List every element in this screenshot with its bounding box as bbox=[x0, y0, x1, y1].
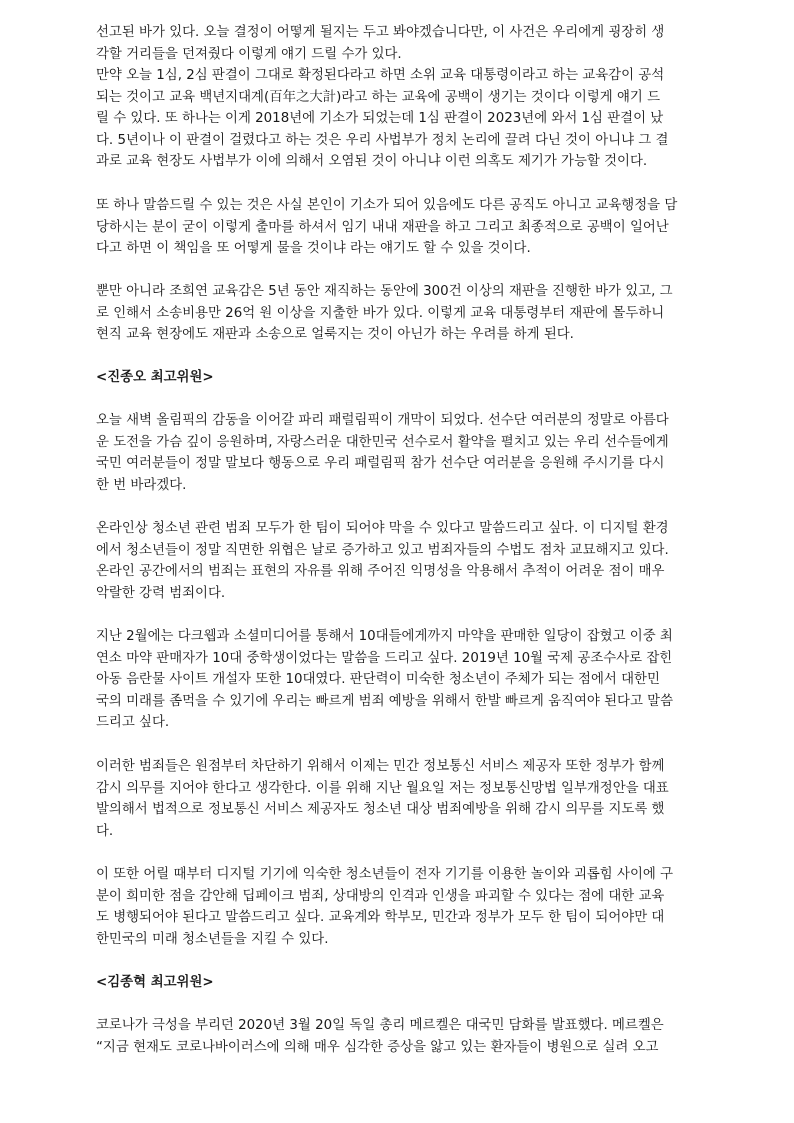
paragraph bbox=[96, 1015, 700, 1058]
paragraph bbox=[96, 864, 700, 950]
speaker-name: <김종혁 최고위원> bbox=[96, 975, 214, 990]
paragraph-line: 뿐만 아니라 조희연 교육감은 5년 동안 재직하는 동안에 300건 이상의 재판을 진행한 바가 있고, 그 bbox=[96, 284, 673, 299]
paragraph-line: 로 인해서 소송비용만 26억 원 이상을 지출한 바가 있다. 이렇게 교육 대통령부터 재판에 몰두하니 bbox=[96, 305, 665, 321]
paragraph-line: 현직 교육 현장에도 재판과 소송으로 얼룩지는 것이 아닌가 하는 우려를 하게 된다. bbox=[96, 327, 574, 343]
paragraph-line: 에서 청소년들이 정말 직면한 위협은 날로 증가하고 있고 범죄자들의 수법도 점차 교묘해지고 있다. bbox=[96, 542, 669, 558]
paragraph-line: 다. 5년이나 이 판결이 걸렸다고 하는 것은 우리 사법부가 정치 논리에 끌려 다닌 것이 아니냐 그 결 bbox=[96, 132, 669, 148]
paragraph-line: 되는 것이고 교육 백년지대계(百年之大計)라고 하는 교육에 공백이 생기는 것이다 이렇게 얘기 드 bbox=[96, 89, 661, 105]
paragraph-line: 한민국의 미래 청소년들을 지킬 수 있다. bbox=[96, 931, 329, 947]
speaker-name: <진종오 최고위원> bbox=[96, 370, 214, 385]
paragraph-line: 이 또한 어릴 때부터 디지털 기기에 익숙한 청소년들이 전자 기기를 이용한 놀이와 괴롭힘 사이에 구 bbox=[96, 867, 674, 882]
paragraph-line: 아동 음란물 사이트 개설자 또한 10대였다. 판단력이 미숙한 청소년이 주체가 되는 점에서 대한민 bbox=[96, 672, 660, 688]
paragraph-line: 한 번 바라겠다. bbox=[96, 477, 187, 493]
paragraph-line: 이러한 범죄들은 원점부터 차단하기 위해서 이제는 민간 정보통신 서비스 제공자 또한 정부가 함께 bbox=[96, 759, 665, 774]
paragraph-line: 코로나가 극성을 부리던 2020년 3월 20일 독일 총리 메르켈은 대국민 담화를 발표했다. 메르켈은 bbox=[96, 1018, 664, 1033]
speaker-heading bbox=[96, 972, 700, 994]
paragraph-line: “지금 현재도 코로나바이러스에 의해 매우 심각한 증상을 앓고 있는 환자들이 병원으로 실려 오고 bbox=[96, 1039, 659, 1055]
paragraph bbox=[96, 410, 700, 496]
paragraph bbox=[96, 281, 700, 346]
paragraph-line: 과로 교육 현장도 사법부가 이에 의해서 오염된 것이 아니냐 이런 의혹도 제기가 가능할 것이다. bbox=[96, 154, 648, 170]
paragraph-line: 악랄한 강력 범죄이다. bbox=[96, 585, 226, 601]
paragraph-line: 운 도전을 가슴 깊이 응원하며, 자랑스러운 대한민국 선수로서 활약을 펼치고 있는 우리 선수들에게 bbox=[96, 434, 669, 450]
paragraph-line: 릴 수 있다. 또 하나는 이게 2018년에 기소가 되었는데 1심 판결이 2023년에 와서 1심 판결이 났 bbox=[96, 111, 664, 127]
paragraph-line: 온라인 공간에서의 범죄는 표현의 자유를 위해 주어진 익명성을 악용해서 추적이 어려운 점이 매우 bbox=[96, 564, 665, 580]
paragraph bbox=[96, 65, 700, 173]
paragraph-line: 분이 희미한 점을 감안해 딥페이크 범죄, 상대방의 인격과 인생을 파괴할 수 있다는 점에 대한 교육 bbox=[96, 888, 665, 904]
paragraph-line: 도 병행되어야 된다고 말씀드리고 싶다. 교육계와 학부모, 민간과 정부가 모두 한 팀이 되어야만 대 bbox=[96, 910, 665, 926]
paragraph-line: 온라인상 청소년 관련 범죄 모두가 한 팀이 되어야 막을 수 있다고 말씀드리고 싶다. 이 디지털 환경 bbox=[96, 521, 669, 536]
paragraph-line: 당하시는 분이 굳이 이렇게 출마를 하셔서 임기 내내 재판을 하고 그리고 최종적으로 공백이 일어난 bbox=[96, 219, 669, 235]
paragraph-line: 감시 의무를 지어야 한다고 생각한다. 이를 위해 지난 월요일 저는 정보통신망법 일부개정안을 대표 bbox=[96, 780, 669, 796]
paragraph-line: 발의해서 법적으로 정보통신 서비스 제공자도 청소년 대상 범죄예방을 위해 감시 의무를 지도록 했 bbox=[96, 802, 665, 818]
paragraph-line: 국의 미래를 좀먹을 수 있기에 우리는 빠르게 범죄 예방을 위해서 한발 빠르게 움직여야 된다고 말씀 bbox=[96, 693, 674, 709]
paragraph bbox=[96, 22, 700, 65]
speaker-heading bbox=[96, 367, 700, 389]
paragraph bbox=[96, 626, 700, 734]
paragraph-line: 국민 여러분들이 정말 말보다 행동으로 우리 패럴림픽 참가 선수단 여러분을 응원해 주시기를 다시 bbox=[96, 456, 665, 472]
paragraph-line: 선고된 바가 있다. 오늘 결정이 어떻게 될지는 두고 봐야겠습니다만, 이 사건은 우리에게 굉장히 생 bbox=[96, 25, 665, 40]
paragraph bbox=[96, 518, 700, 604]
paragraph-line: 또 하나 말씀드릴 수 있는 것은 사실 본인이 기소가 되어 있음에도 다른 공직도 아니고 교육행정을 담 bbox=[96, 198, 678, 213]
paragraph-line: 오늘 새벽 올림픽의 감동을 이어갈 파리 패럴림픽이 개막이 되었다. 선수단 여러분의 정말로 아름다 bbox=[96, 413, 669, 428]
paragraph-line: 다. bbox=[96, 823, 114, 839]
paragraph bbox=[96, 195, 700, 260]
paragraph-line: 지난 2월에는 다크웹과 소셜미디어를 통해서 10대들에게까지 마약을 판매한 일당이 잡혔고 이중 최 bbox=[96, 629, 673, 644]
paragraph-line: 각할 거리들을 던져줬다 이렇게 얘기 드릴 수가 있다. bbox=[96, 46, 402, 62]
paragraph-line: 다고 하면 이 책임을 또 어떻게 물을 것이냐 라는 얘기도 할 수 있을 것이다. bbox=[96, 241, 531, 257]
paragraph-line: 연소 마약 판매자가 10대 중학생이었다는 말씀을 드리고 싶다. 2019년 10월 국제 공조수사로 잡힌 bbox=[96, 650, 673, 666]
paragraph-line: 만약 오늘 1심, 2심 판결이 그대로 확정된다라고 하면 소위 교육 대통령이라고 하는 교육감이 공석 bbox=[96, 68, 665, 83]
paragraph bbox=[96, 756, 700, 842]
paragraph-line: 드리고 싶다. bbox=[96, 715, 170, 731]
